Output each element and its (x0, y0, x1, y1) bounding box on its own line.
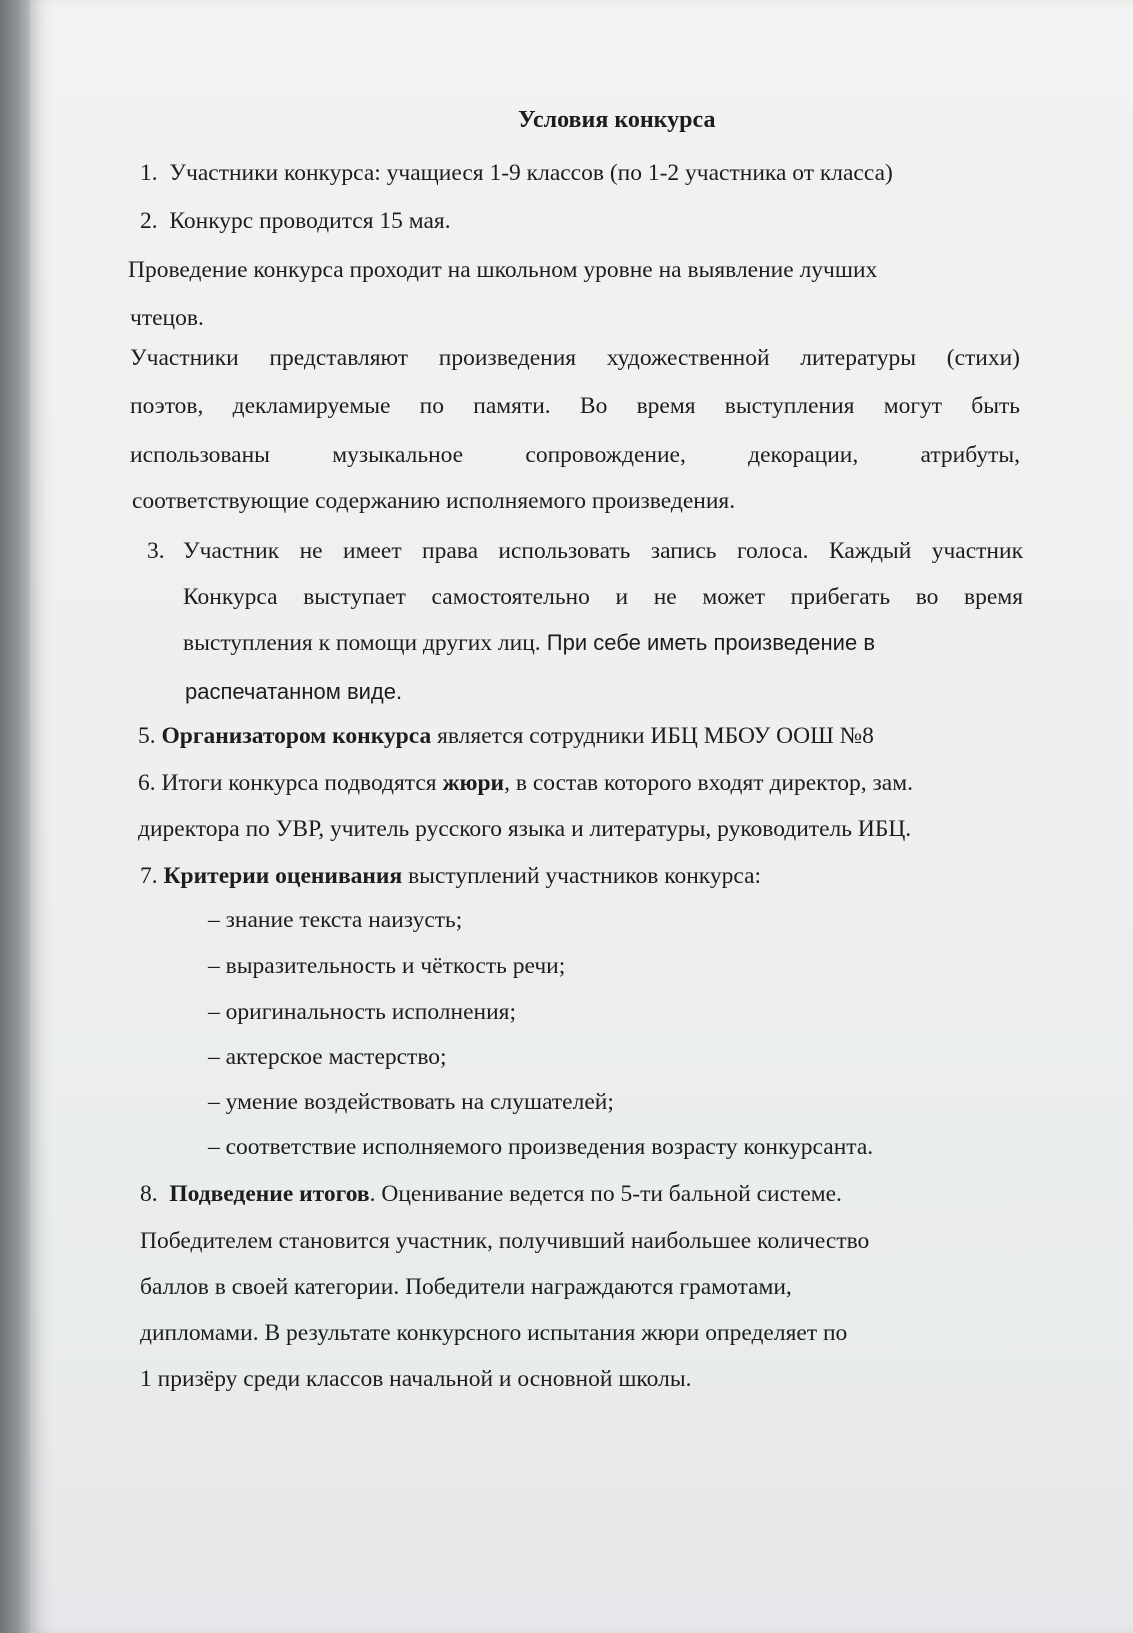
paragraph-2-line-1: Участники представляют произведения художественной литературы (стихи) (130, 345, 1020, 371)
page-title: Условия конкурса (518, 107, 716, 133)
item-3-line-3-serif: выступления к помощи других лиц. (183, 630, 541, 656)
item-6-post: , в состав которого входят директор, зам. (504, 770, 913, 796)
criterion-6: – соответствие исполняемого произведения возрасту конкурсанта. (208, 1134, 874, 1160)
item-6-line-2: директора по УВР, учитель русского языка и литературы, руководитель ИБЦ. (138, 816, 912, 842)
item-6-pre: Итоги конкурса подводятся (155, 770, 443, 796)
paragraph-1-line-1: Проведение конкурса проходит на школьном уровне на выявление лучших (128, 257, 878, 283)
criterion-5: – умение воздействовать на слушателей; (208, 1089, 614, 1115)
criterion-4: – актерское мастерство; (208, 1044, 447, 1070)
item-7 (140, 863, 761, 890)
item-6-number: 6. (138, 770, 156, 796)
item-5-number: 5. (138, 723, 156, 749)
item-2-text: Конкурс проводится 15 мая. (169, 208, 451, 234)
item-3-line-3-sans: При себе иметь произведение в (540, 630, 876, 655)
item-2-number: 2. (140, 208, 158, 234)
item-7-bold: Критерии оценивания (163, 863, 403, 889)
item-8-text: . Оценивание ведется по 5-ти бальной системе. (369, 1181, 842, 1207)
item-1-text: Участники конкурса: учащиеся 1-9 классов (по 1-2 участника от класса) (169, 160, 893, 186)
paragraph-2-line-4: соответствующие содержанию исполняемого произведения. (132, 488, 736, 514)
item-1 (140, 160, 893, 187)
criterion-2: – выразительность и чёткость речи; (208, 953, 566, 979)
item-3-line-1: Участник не имеет права использовать запись голоса. Каждый участник (183, 538, 1023, 564)
item-6-line-1 (138, 770, 913, 797)
item-3-number: 3. (147, 538, 165, 564)
item-8-line-5: 1 призёру среди классов начальной и основной школы. (140, 1366, 692, 1392)
item-6-bold: жюри (442, 770, 505, 796)
item-8-number: 8. (140, 1181, 158, 1207)
criterion-1: – знание текста наизусть; (208, 907, 463, 933)
item-8-line-1 (140, 1181, 842, 1208)
paragraph-2-line-2: поэтов, декламируемые по памяти. Во время выступления могут быть (130, 393, 1020, 419)
paragraph-1-line-2: чтецов. (130, 305, 204, 331)
item-5-bold: Организатором конкурса (161, 723, 432, 749)
item-3-line-3 (183, 630, 875, 657)
item-8-line-2: Победителем становится участник, получивший наибольшее количество (140, 1228, 870, 1254)
item-3-line-4: распечатанном виде. (185, 679, 403, 704)
item-7-number: 7. (140, 863, 158, 889)
item-2 (140, 208, 451, 235)
document-page (30, 0, 1133, 1633)
document-text (30, 0, 1133, 1633)
item-5 (138, 723, 874, 750)
item-8-line-3: баллов в своей категории. Победители награждаются грамотами, (140, 1274, 792, 1300)
item-1-number: 1. (140, 160, 158, 186)
item-5-text: является сотрудники ИБЦ МБОУ ООШ №8 (431, 723, 874, 749)
item-7-text: выступлений участников конкурса: (402, 863, 762, 889)
item-8-bold: Подведение итогов (169, 1181, 370, 1207)
criterion-3: – оригинальность исполнения; (208, 999, 517, 1025)
item-3-line-2: Конкурса выступает самостоятельно и не может прибегать во время (183, 584, 1023, 610)
item-8-line-4: дипломами. В результате конкурсного испытания жюри определяет по (140, 1320, 848, 1346)
paragraph-2-line-3: использованы музыкальное сопровождение, декорации, атрибуты, (130, 442, 1020, 468)
